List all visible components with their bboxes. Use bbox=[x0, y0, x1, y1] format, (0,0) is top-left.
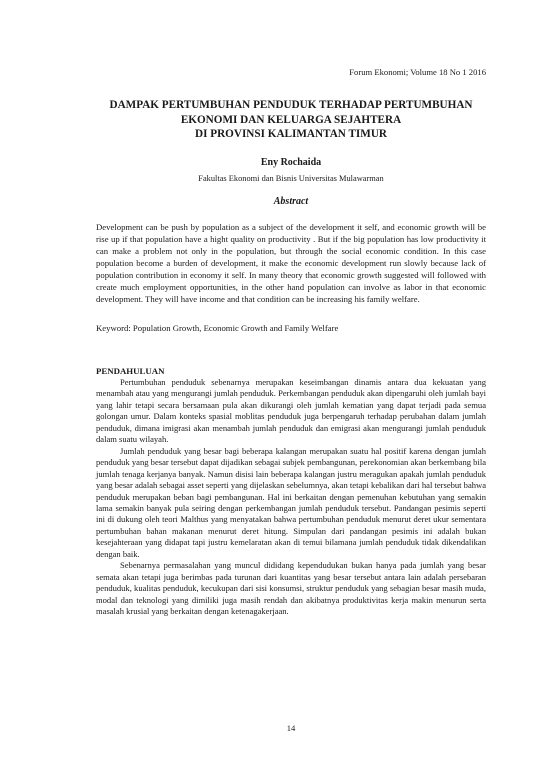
paper-title bbox=[96, 98, 486, 142]
author-affiliation: Fakultas Ekonomi dan Bisnis Universitas Mulawarman bbox=[198, 174, 384, 183]
title-line-1: DAMPAK PERTUMBUHAN PENDUDUK TERHADAP PERTUMBUHAN bbox=[109, 99, 473, 111]
keywords: Keyword: Population Growth, Economic Growth and Family Welfare bbox=[96, 323, 339, 333]
section-heading: PENDAHULUAN bbox=[96, 366, 165, 376]
author-name: Eny Rochaida bbox=[260, 157, 322, 168]
abstract-heading: Abstract bbox=[273, 196, 309, 207]
section-body bbox=[96, 377, 486, 618]
paragraph-2: Jumlah penduduk yang besar bagi beberapa kalangan merupakan suatu hal positif karena dengan jumlah penduduk yang besar tersebut dapat dijadikan sebagai subjek pembangunan, perekonomian akan berkembang bila jumlah tenaga kerjanya banyak. Namun disisi lain beberapa kalangan justru meragukan apakah jumlah penduduk yang besar adalah sebagai asset seperti yang dijelaskan sebelumnya, akan tetapi kebalikan dari hal tersebut bahwa penduduk merupakan beban bagi pembangunan. Hal ini berkaitan dengan pemenuhan kebutuhan yang semakin lama semakin banyak pula seiring dengan perkembangan jumlah penduduk tersebut. Pandangan pesimis seperti ini di dukung oleh teori Malthus yang menyatakan bahwa pertumbuhan penduduk menurut deret ukur sementara pertumbuhan bahan makanan menurut deret hitung. Simpulan dari pandangan pesimis ini adalah bukan kesejahteraan yang didapat tapi justru kemelaratan akan di temui bilamana jumlah penduduk tidak dikendalikan dengan baik. bbox=[96, 445, 486, 559]
title-line-3: DI PROVINSI KALIMANTAN TIMUR bbox=[195, 128, 387, 141]
title-line-2: EKONOMI DAN KELUARGA SEJAHTERA bbox=[180, 113, 402, 126]
page-number: 14 bbox=[286, 723, 296, 733]
paragraph-1: Pertumbuhan penduduk sebenarnya merupakan keseimbangan dinamis antara dua kekuatan yang menambah atau yang mengurangi jumlah penduduk. Perkembangan penduduk akan dipengaruhi oleh jumlah bayi yang lahir tetapi secara bersamaan pula akan dikurangi oleh jumlah kematian yang dapat terjadi pada semua golongan umur. Dalam konteks spasial moblitas penduduk juga berpengaruh terhadap perubahan dalam jumlah penduduk, dimana imigrasi akan menambah jumlah penduduk dan emigrasi akan mengurangi jumlah penduduk dalam suatu wilayah. bbox=[96, 377, 486, 445]
paragraph-3: Sebenarnya permasalahan yang muncul dididang kependudukan bukan hanya pada jumlah yang besar semata akan tetapi juga berimbas pada turunan dari kuantitas yang besar tersebut antara lain adalah persebaran penduduk, kualitas penduduk, kecukupan dari sisi konsumsi, struktur penduduk yang sebagian besar masih muda, modal dan teknologi yang dimiliki juga masih rendah dan akibatnya produktivitas kerja makin menurun serta masalah krusial yang berkaitan dengan ketenagakerjaan. bbox=[96, 560, 486, 617]
running-header: Forum Ekonomi; Volume 18 No 1 2016 bbox=[349, 67, 486, 77]
abstract-text: Development can be push by population as a subject of the development it self, and economic growth will be rise up if that population have a hight quality on productivity . But if the big population has low productivity it can make a problem not only in the population, but through the social economic condition. In this case population become a burden of development, it make the economic development run slowly because lack of population contribution in economy it self. In many theory that economic growth suggested will followed with create much employment opportunities, in the other hand population can involve as labor in that economic development. They will have income and that condition can be increasing his family welfare. bbox=[96, 222, 486, 304]
